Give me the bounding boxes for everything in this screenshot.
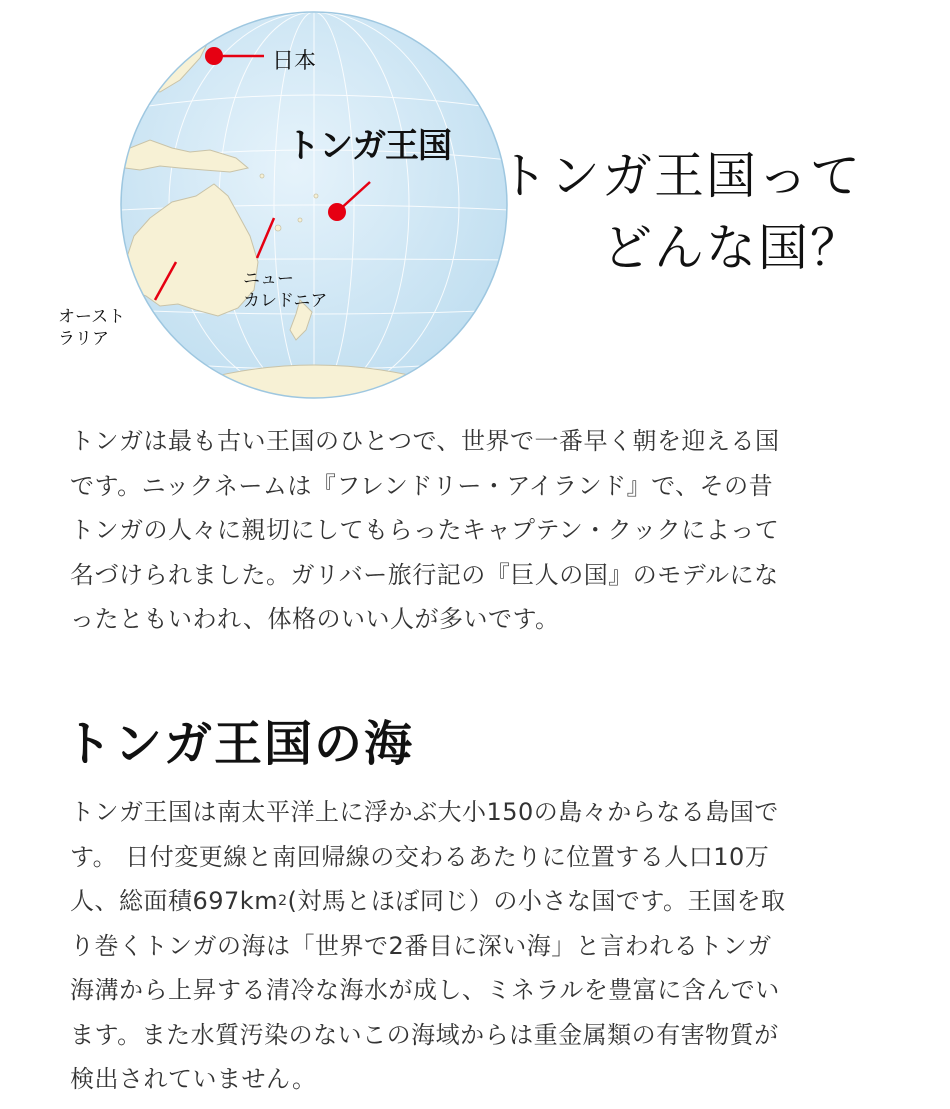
tonga-marker (328, 203, 346, 221)
sea-line-area (70, 879, 870, 924)
intro-line: トンガの人々に親切にしてもらったキャプテン・クックによって (70, 516, 780, 544)
sea-line: ます。また水質汚染のないこの海域からは重金属類の有害物質が (70, 1020, 779, 1049)
australia-label: オースト ラリア (58, 307, 126, 349)
sea-line: トンガ王国は南太平洋上に浮かぶ大小150の島々からなる島国で (70, 798, 779, 826)
intro-line: トンガは最も古い王国のひとつで、世界で一番早く朝を迎える国 (70, 427, 780, 455)
hero-section (0, 0, 950, 410)
intro-paragraph (70, 419, 870, 642)
sea-line: 検出されていません。 (70, 1065, 317, 1093)
sea-section-title: トンガ王国の海 (64, 716, 415, 772)
sea-paragraph (70, 790, 870, 1102)
japan-label: 日本 (272, 49, 317, 74)
japan-marker (205, 47, 223, 65)
headline-line-2: どんな国？ (602, 219, 862, 277)
sea-line: す。 日付変更線と南回帰線の交わるあたりに位置する人口10万 (70, 842, 770, 871)
new-caledonia-label: ニュー カレドニア (243, 269, 328, 311)
superscript-2: 2 (278, 893, 288, 909)
intro-line: 名づけられました。ガリバー旅行記の『巨人の国』のモデルにな (70, 560, 779, 589)
area-text-rest: (対馬とほぼ同じ）の小さな国です。王国を取 (287, 887, 786, 915)
area-text: 人、総面積697km (70, 887, 279, 915)
page-headline (498, 140, 862, 284)
intro-line: です。ニックネームは『フレンドリー・アイランド』で、その昔 (70, 471, 774, 500)
sea-line: り巻くトンガの海は「世界で2番目に深い海」と言われるトンガ (70, 931, 772, 960)
sea-line: 海溝から上昇する清冷な海水が成し、ミネラルを豊富に含んでい (70, 976, 780, 1004)
tonga-label: トンガ王国 (286, 126, 451, 166)
headline-line-1: トンガ王国って (498, 147, 862, 205)
intro-line: ったともいわれ、体格のいい人が多いです。 (70, 605, 560, 633)
